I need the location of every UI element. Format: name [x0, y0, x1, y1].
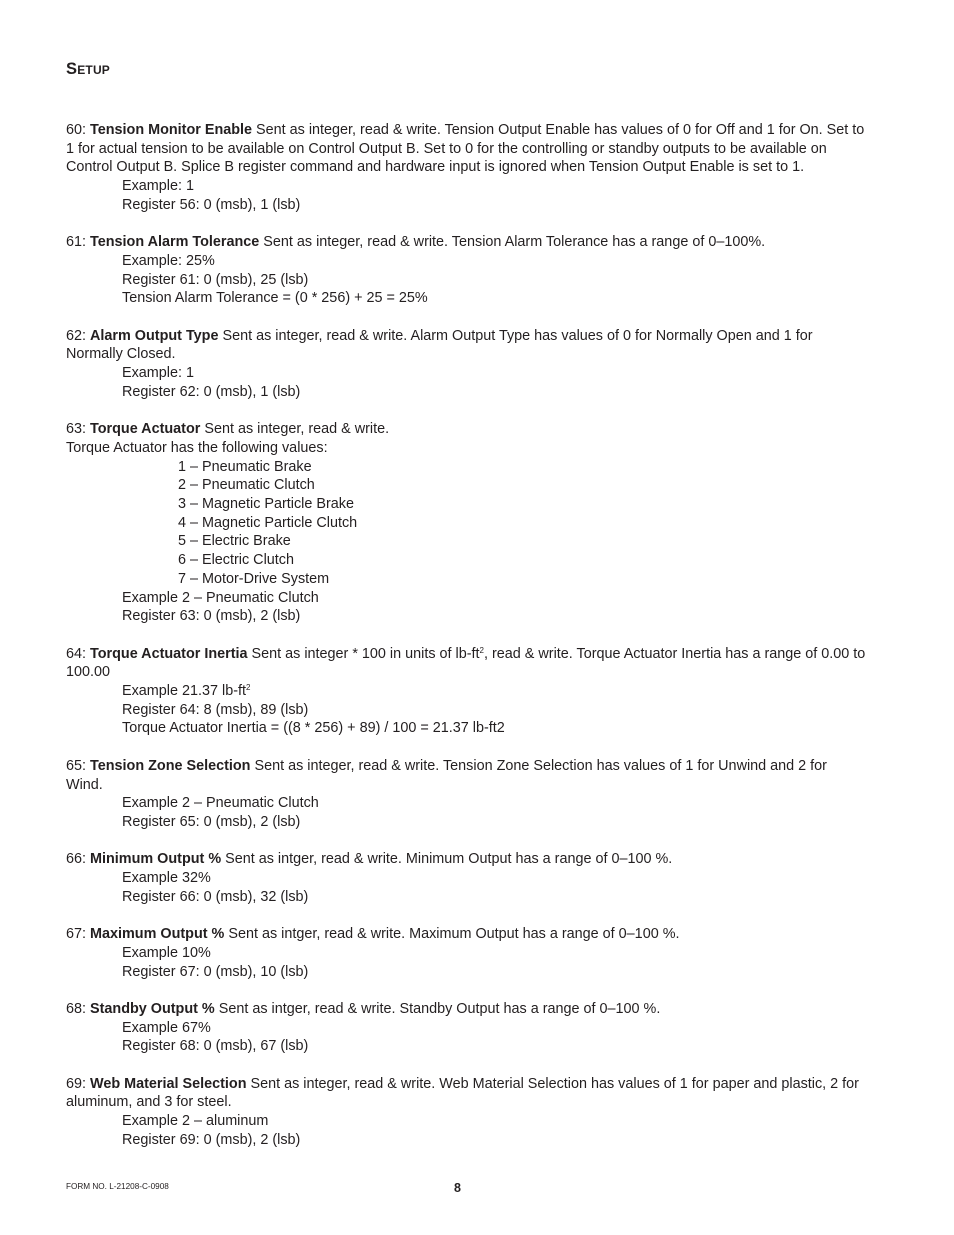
entry-title: Tension Zone Selection	[90, 757, 251, 774]
entry-number: 64:	[66, 645, 87, 662]
page-number: 8	[454, 1181, 461, 1195]
register-line: Register 61: 0 (msb), 25 (lsb)	[122, 271, 309, 288]
register-entry-64	[66, 645, 866, 739]
register-line: Register 68: 0 (msb), 67 (lsb)	[122, 1038, 309, 1055]
register-entry-63	[66, 420, 866, 626]
values-intro: Torque Actuator has the following values:	[66, 439, 328, 456]
example-line: Example 10%	[122, 944, 211, 961]
entry-description	[66, 1075, 866, 1112]
example-line: Example: 1	[122, 178, 194, 195]
entry-title: Tension Monitor Enable	[90, 122, 253, 138]
entry-description	[66, 850, 866, 869]
value-item: 3 – Magnetic Particle Brake	[178, 496, 354, 513]
entry-text: Sent as intger, read & write. Standby Output has a range of 0–100 %.	[214, 1000, 661, 1017]
form-number: FORM NO. L-21208-C-0908	[66, 1182, 169, 1191]
entry-text: Sent as integer, read & write.	[200, 421, 390, 438]
entry-title: Maximum Output %	[90, 926, 225, 943]
entry-text: Sent as integer, read & write. Web Material Selection has values of 1 for paper and plastic, 2 for aluminum, and 3 for steel.	[66, 1075, 859, 1111]
register-line: Register 62: 0 (msb), 1 (lsb)	[122, 383, 301, 400]
entry-number: 68:	[66, 1000, 87, 1017]
value-item: 7 – Motor-Drive System	[178, 570, 330, 587]
value-item: 2 – Pneumatic Clutch	[178, 477, 315, 494]
entry-title: Tension Alarm Tolerance	[90, 234, 260, 251]
entry-number: 60:	[66, 122, 87, 138]
value-item: 6 – Electric Clutch	[178, 552, 294, 569]
entry-title: Torque Actuator	[90, 421, 201, 438]
entry-description	[66, 925, 866, 944]
register-line: Register 66: 0 (msb), 32 (lsb)	[122, 888, 309, 905]
register-entry-65	[66, 757, 866, 832]
register-list	[66, 121, 866, 1168]
value-item: 5 – Electric Brake	[178, 533, 291, 550]
entry-title: Torque Actuator Inertia	[90, 645, 248, 662]
example-line: Example 67%	[122, 1019, 211, 1036]
formula-line: Torque Actuator Inertia = ((8 * 256) + 89) / 100 = 21.37 lb-ft2	[122, 720, 505, 737]
entry-number: 63:	[66, 421, 87, 438]
superscript: 2	[246, 683, 251, 693]
entry-description	[66, 1000, 866, 1019]
register-entry-67	[66, 925, 866, 981]
register-line: Register 67: 0 (msb), 10 (lsb)	[122, 963, 309, 980]
entry-number: 66:	[66, 851, 87, 868]
register-entry-61	[66, 233, 866, 308]
register-line: Register 56: 0 (msb), 1 (lsb)	[122, 196, 301, 213]
superscript: 2	[479, 645, 484, 655]
register-line: Register 64: 8 (msb), 89 (lsb)	[122, 701, 309, 718]
register-entry-68	[66, 1000, 866, 1056]
formula-line: Tension Alarm Tolerance = (0 * 256) + 25 = 25%	[122, 290, 428, 307]
example-line	[66, 682, 866, 701]
entry-description	[66, 645, 866, 682]
example-line: Example 2 – Pneumatic Clutch	[122, 589, 319, 606]
entry-text: Sent as integer, read & write. Tension Output Enable has values of 0 for Off and 1 for On. Set to 1 for actual tension to be available on Control Output B. Set to 0 for the controlling or standby outputs to be available on Control Output B. Splice B register command and hardware input is ignored when Tension Output Enable is set to 1.	[66, 122, 865, 176]
entry-number: 61:	[66, 234, 87, 251]
register-entry-60	[66, 121, 866, 215]
entry-number: 69:	[66, 1075, 87, 1092]
register-line: Register 69: 0 (msb), 2 (lsb)	[122, 1131, 301, 1148]
register-entry-69	[66, 1075, 866, 1150]
entry-title: Minimum Output %	[90, 851, 222, 868]
entry-description	[66, 233, 866, 252]
value-item: 1 – Pneumatic Brake	[178, 458, 312, 475]
entry-description	[66, 327, 866, 364]
entry-title: Standby Output %	[90, 1000, 215, 1017]
value-item: 4 – Magnetic Particle Clutch	[178, 514, 358, 531]
entry-text: Sent as intger, read & write. Minimum Output has a range of 0–100 %.	[221, 851, 673, 868]
register-entry-66	[66, 850, 866, 906]
entry-description	[66, 757, 866, 794]
entry-text: Sent as integer * 100 in units of lb-ft	[247, 645, 480, 662]
entry-text: Sent as integer, read & write. Tension Alarm Tolerance has a range of 0–100%.	[259, 234, 766, 251]
example-line: Example 2 – Pneumatic Clutch	[122, 795, 319, 812]
example-line: Example: 25%	[122, 252, 215, 269]
entry-number: 67:	[66, 926, 87, 943]
entry-text: Sent as intger, read & write. Maximum Output has a range of 0–100 %.	[224, 926, 680, 943]
entry-title: Web Material Selection	[90, 1075, 247, 1092]
example-line: Example: 1	[122, 365, 194, 382]
example-text: Example 21.37 lb-ft	[122, 683, 246, 700]
register-entry-62	[66, 327, 866, 402]
entry-description	[66, 420, 866, 439]
register-line: Register 63: 0 (msb), 2 (lsb)	[122, 608, 301, 625]
entry-text-cont: , read & write. Torque Actuator Inertia has a range of 0.00 to 100.00	[66, 645, 866, 681]
entry-description	[66, 121, 866, 177]
entry-number: 62:	[66, 327, 87, 344]
entry-text: Sent as integer, read & write. Tension Zone Selection has values of 1 for Unwind and 2 for Wind.	[66, 757, 827, 793]
example-line: Example 32%	[122, 870, 211, 887]
register-line: Register 65: 0 (msb), 2 (lsb)	[122, 813, 301, 830]
example-line: Example 2 – aluminum	[122, 1113, 269, 1130]
entry-title: Alarm Output Type	[90, 327, 219, 344]
entry-text: Sent as integer, read & write. Alarm Output Type has values of 0 for Normally Open and 1 for Normally Closed.	[66, 327, 813, 363]
entry-number: 65:	[66, 757, 87, 774]
section-heading: Setup	[66, 60, 111, 78]
